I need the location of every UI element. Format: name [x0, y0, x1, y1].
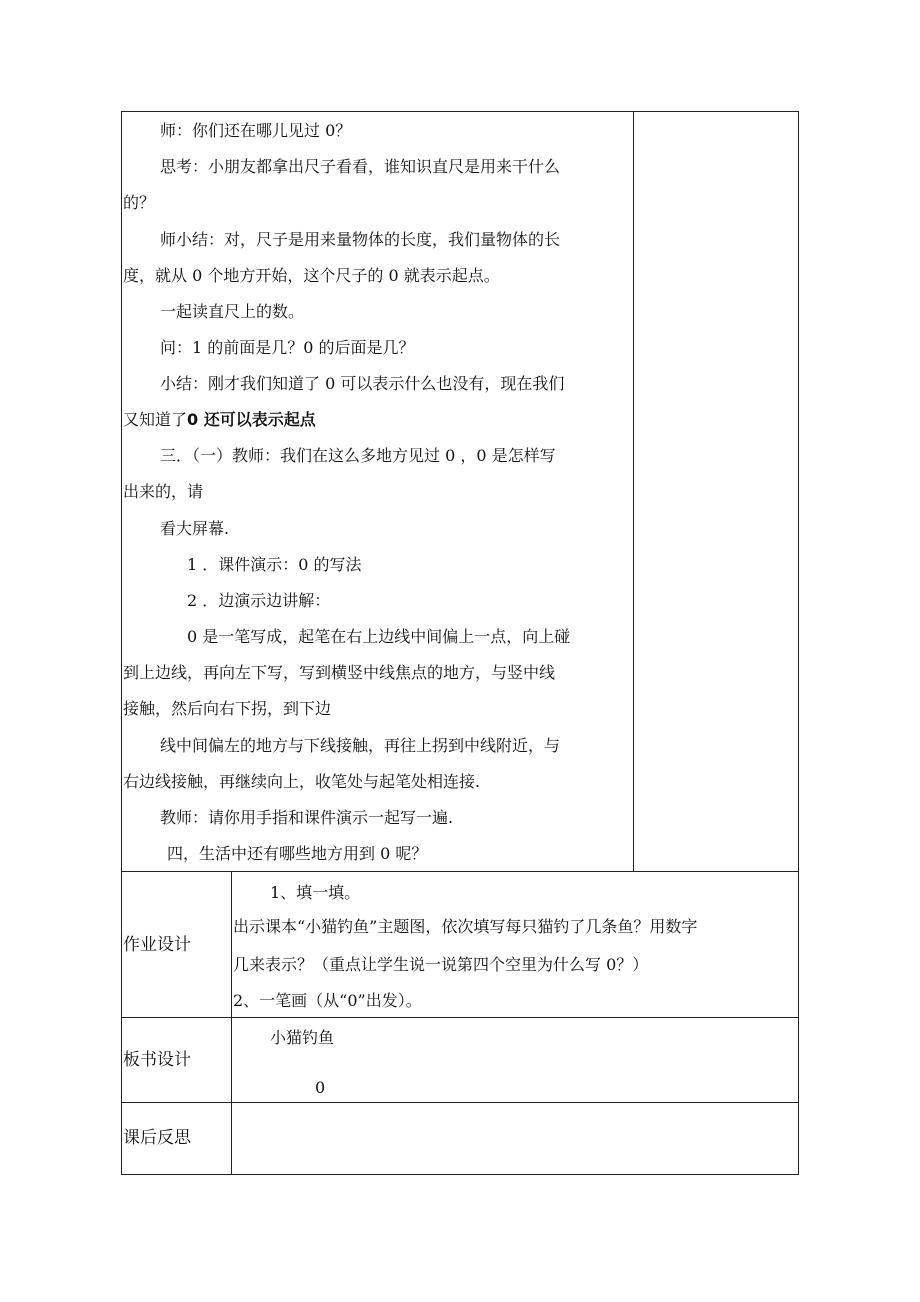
- label-column-divider: [231, 871, 232, 1175]
- lesson-line: 小结：刚才我们知道了 0 可以表示什么也没有，现在我们: [160, 374, 565, 393]
- board-label: 板书设计: [123, 1050, 191, 1070]
- lesson-line: 1 ．课件演示：0 的写法: [187, 555, 362, 574]
- homework-line: 几来表示？（重点让学生说一说第四个空里为什么写 0？）: [233, 955, 649, 974]
- board-number: 0: [315, 1078, 326, 1097]
- row-divider-reflection: [121, 1102, 799, 1103]
- reflection-label: 课后反思: [123, 1128, 191, 1148]
- homework-line: 1、填一填。: [270, 883, 361, 902]
- homework-line: 2、一笔画（从“0”出发）。: [233, 991, 422, 1010]
- lesson-line: 的？: [123, 193, 156, 212]
- row-divider-homework: [121, 871, 799, 872]
- lesson-line: 师小结：对，尺子是用来量物体的长度，我们量物体的长: [160, 230, 561, 249]
- lesson-line: 出来的，请: [123, 482, 204, 501]
- lesson-line: 接触，然后向右下拐，到下边: [123, 699, 332, 718]
- row-divider-board: [121, 1017, 799, 1018]
- lesson-line: 师：你们还在哪儿见过 0？: [160, 121, 352, 140]
- lesson-line: 思考：小朋友都拿出尺子看看，谁知识直尺是用来干什么: [160, 157, 561, 176]
- top-column-divider: [633, 111, 634, 872]
- lesson-line: 问：1 的前面是几？0 的后面是几？: [160, 338, 415, 357]
- lesson-line: 一起读直尺上的数。: [160, 302, 305, 321]
- lesson-line: 看大屏幕.: [160, 519, 230, 538]
- lesson-line: 线中间偏左的地方与下线接触，再往上拐到中线附近，与: [160, 736, 561, 755]
- lesson-line: 度，就从 0 个地方开始，这个尺子的 0 就表示起点。: [123, 266, 500, 285]
- lesson-line: 到上边线，再向左下写，写到横竖中线焦点的地方，与竖中线: [123, 663, 556, 682]
- lesson-line: 右边线接触，再继续向上，收笔处与起笔处相连接.: [123, 772, 481, 791]
- lesson-line-prefix: 又知道了: [123, 410, 188, 429]
- homework-line: 出示课本“小猫钓鱼”主题图，依次填写每只猫钓了几条鱼？用数字: [233, 917, 698, 936]
- lesson-line: [123, 410, 316, 430]
- lesson-line: 2 ．边演示边讲解：: [187, 591, 331, 610]
- emphasis-text: 0 还可以表示起点: [187, 410, 316, 429]
- lesson-line: 三．（一）教师：我们在这么多地方见过 0 ，0 是怎样写: [160, 446, 556, 465]
- lesson-line: 0 是一笔写成，起笔在右上边线中间偏上一点，向上碰: [187, 627, 571, 646]
- lesson-line: 教师：请你用手指和课件演示一起写一遍.: [160, 808, 454, 827]
- homework-label: 作业设计: [123, 935, 191, 955]
- board-title: 小猫钓鱼: [270, 1028, 335, 1047]
- lesson-line: 四，生活中还有哪些地方用到 0 呢？: [167, 844, 428, 863]
